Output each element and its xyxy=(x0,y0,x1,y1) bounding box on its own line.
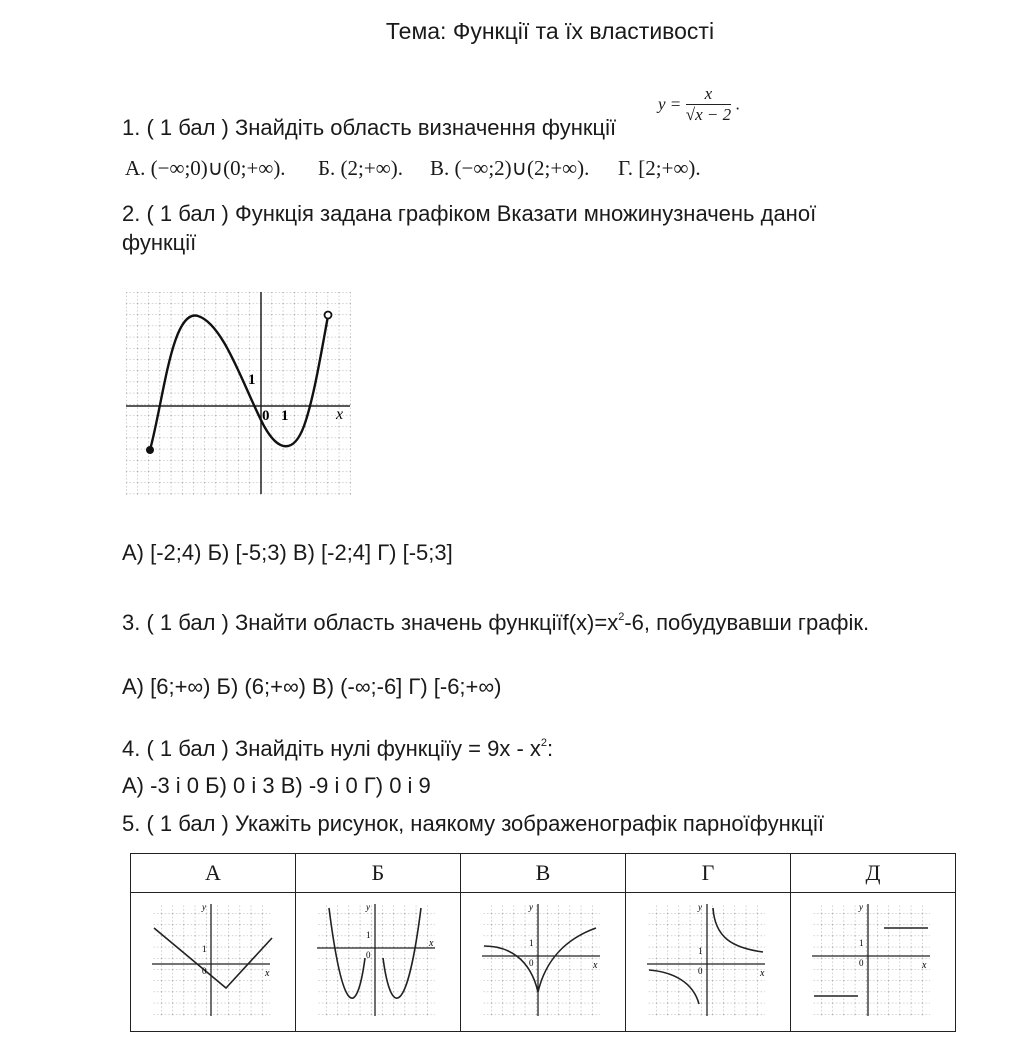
q5-e-zero-label: 0 xyxy=(859,957,864,968)
q5-d-x-label: x xyxy=(760,967,765,979)
q5-graph-c xyxy=(478,898,608,1022)
q5-c-x-label: x xyxy=(593,959,598,971)
q2-text-line2: функції xyxy=(122,230,197,255)
q5-header-b: Б xyxy=(296,854,461,893)
q1-text: 1. ( 1 бал ) Знайдіть область визначення функції xyxy=(122,115,617,140)
q1-option-b: Б. (2;+∞). xyxy=(318,156,403,180)
q3-text-after: -6, побудувавши графік. xyxy=(624,610,870,635)
q5-cell-d xyxy=(626,893,791,1032)
q1-option-d: Г. [2;+∞). xyxy=(618,156,701,180)
q2-text-line1: 2. ( 1 бал ) Функція задана графіком Вказати множинузначень даної xyxy=(122,201,817,226)
q5-header-a: А xyxy=(131,854,296,893)
q5-header-d: Г xyxy=(626,854,791,893)
q5-a-zero-label: 0 xyxy=(202,965,207,976)
q2-label-zero: 0 xyxy=(262,408,270,424)
q5-b-x-label: x xyxy=(429,937,434,949)
q1-fraction-denominator: √x − 2 xyxy=(685,105,732,124)
q5-header-e: Д xyxy=(791,854,956,893)
q5-graph-e xyxy=(808,898,938,1022)
q3-superscript: 2 xyxy=(618,610,625,623)
q2-open-point xyxy=(325,312,332,319)
q5-e-one-label: 1 xyxy=(859,937,864,948)
q3-text-before: 3. ( 1 бал ) Знайти область значень функціїf(x)=x xyxy=(122,610,619,635)
q5-graph-row xyxy=(131,893,956,1032)
q2-label-x: x xyxy=(336,406,344,423)
q1-option-a: А. (−∞;0)∪(0;+∞). xyxy=(125,156,286,180)
q3-text xyxy=(122,610,869,636)
q4-superscript: 2 xyxy=(540,736,548,749)
q1-formula xyxy=(658,84,740,125)
q5-a-y-label: y xyxy=(202,901,206,912)
q2-options: А) [-2;4) Б) [-5;3) В) [-2;4] Г) [-5;3] xyxy=(122,540,453,565)
q5-graph-d xyxy=(643,898,773,1022)
q3-options: А) [6;+∞) Б) (6;+∞) В) (-∞;-6] Г) [-6;+∞) xyxy=(122,674,502,699)
q5-cell-a xyxy=(131,893,296,1032)
page-title: Тема: Функції та їх властивості xyxy=(385,18,715,44)
q4-options: А) -3 і 0 Б) 0 і 3 В) -9 і 0 Г) 0 і 9 xyxy=(122,773,431,798)
q5-b-y-label: y xyxy=(366,901,370,912)
q5-c-zero-label: 0 xyxy=(529,957,534,968)
q4-text-before: 4. ( 1 бал ) Знайдіть нулі функціїу = 9x - x xyxy=(122,736,541,761)
q2-function-graph xyxy=(124,288,354,498)
q5-a-one-label: 1 xyxy=(202,943,207,954)
q2-grid xyxy=(126,292,351,495)
q5-cell-b xyxy=(296,893,461,1032)
q5-b-zero-label: 0 xyxy=(366,949,371,960)
q5-e-y-label: y xyxy=(859,901,863,912)
q5-d-y-label: y xyxy=(698,901,702,912)
q5-cell-e xyxy=(791,893,956,1032)
q1-formula-end: . xyxy=(735,94,740,114)
q5-cell-c xyxy=(461,893,626,1032)
q5-d-one-label: 1 xyxy=(698,945,703,956)
q5-c-y-label: y xyxy=(529,901,533,912)
q1-formula-lhs: y = xyxy=(658,94,682,114)
q1-option-c: В. (−∞;2)∪(2;+∞). xyxy=(430,156,590,180)
q5-header-row xyxy=(131,854,956,893)
q5-b-one-label: 1 xyxy=(366,929,371,940)
q2-closed-point xyxy=(146,446,154,454)
q5-graph-a xyxy=(148,898,278,1022)
q1-fraction xyxy=(686,84,731,125)
q4-text xyxy=(122,736,553,762)
q1-fraction-numerator: x xyxy=(686,84,731,105)
q5-header-c: В xyxy=(461,854,626,893)
q2-label-one: 1 xyxy=(248,372,256,388)
q2-label-x-one: 1 xyxy=(281,408,289,424)
q5-d-zero-label: 0 xyxy=(698,965,703,976)
q5-text: 5. ( 1 бал ) Укажіть рисунок, наякому зображенографік парноїфункції xyxy=(122,811,825,836)
q5-e-x-label: x xyxy=(922,959,927,971)
q5-graph-b xyxy=(313,898,443,1022)
q5-answer-table xyxy=(130,853,956,1032)
q4-text-after: : xyxy=(547,736,554,761)
q5-c-one-label: 1 xyxy=(529,937,534,948)
q5-a-x-label: x xyxy=(265,967,270,979)
